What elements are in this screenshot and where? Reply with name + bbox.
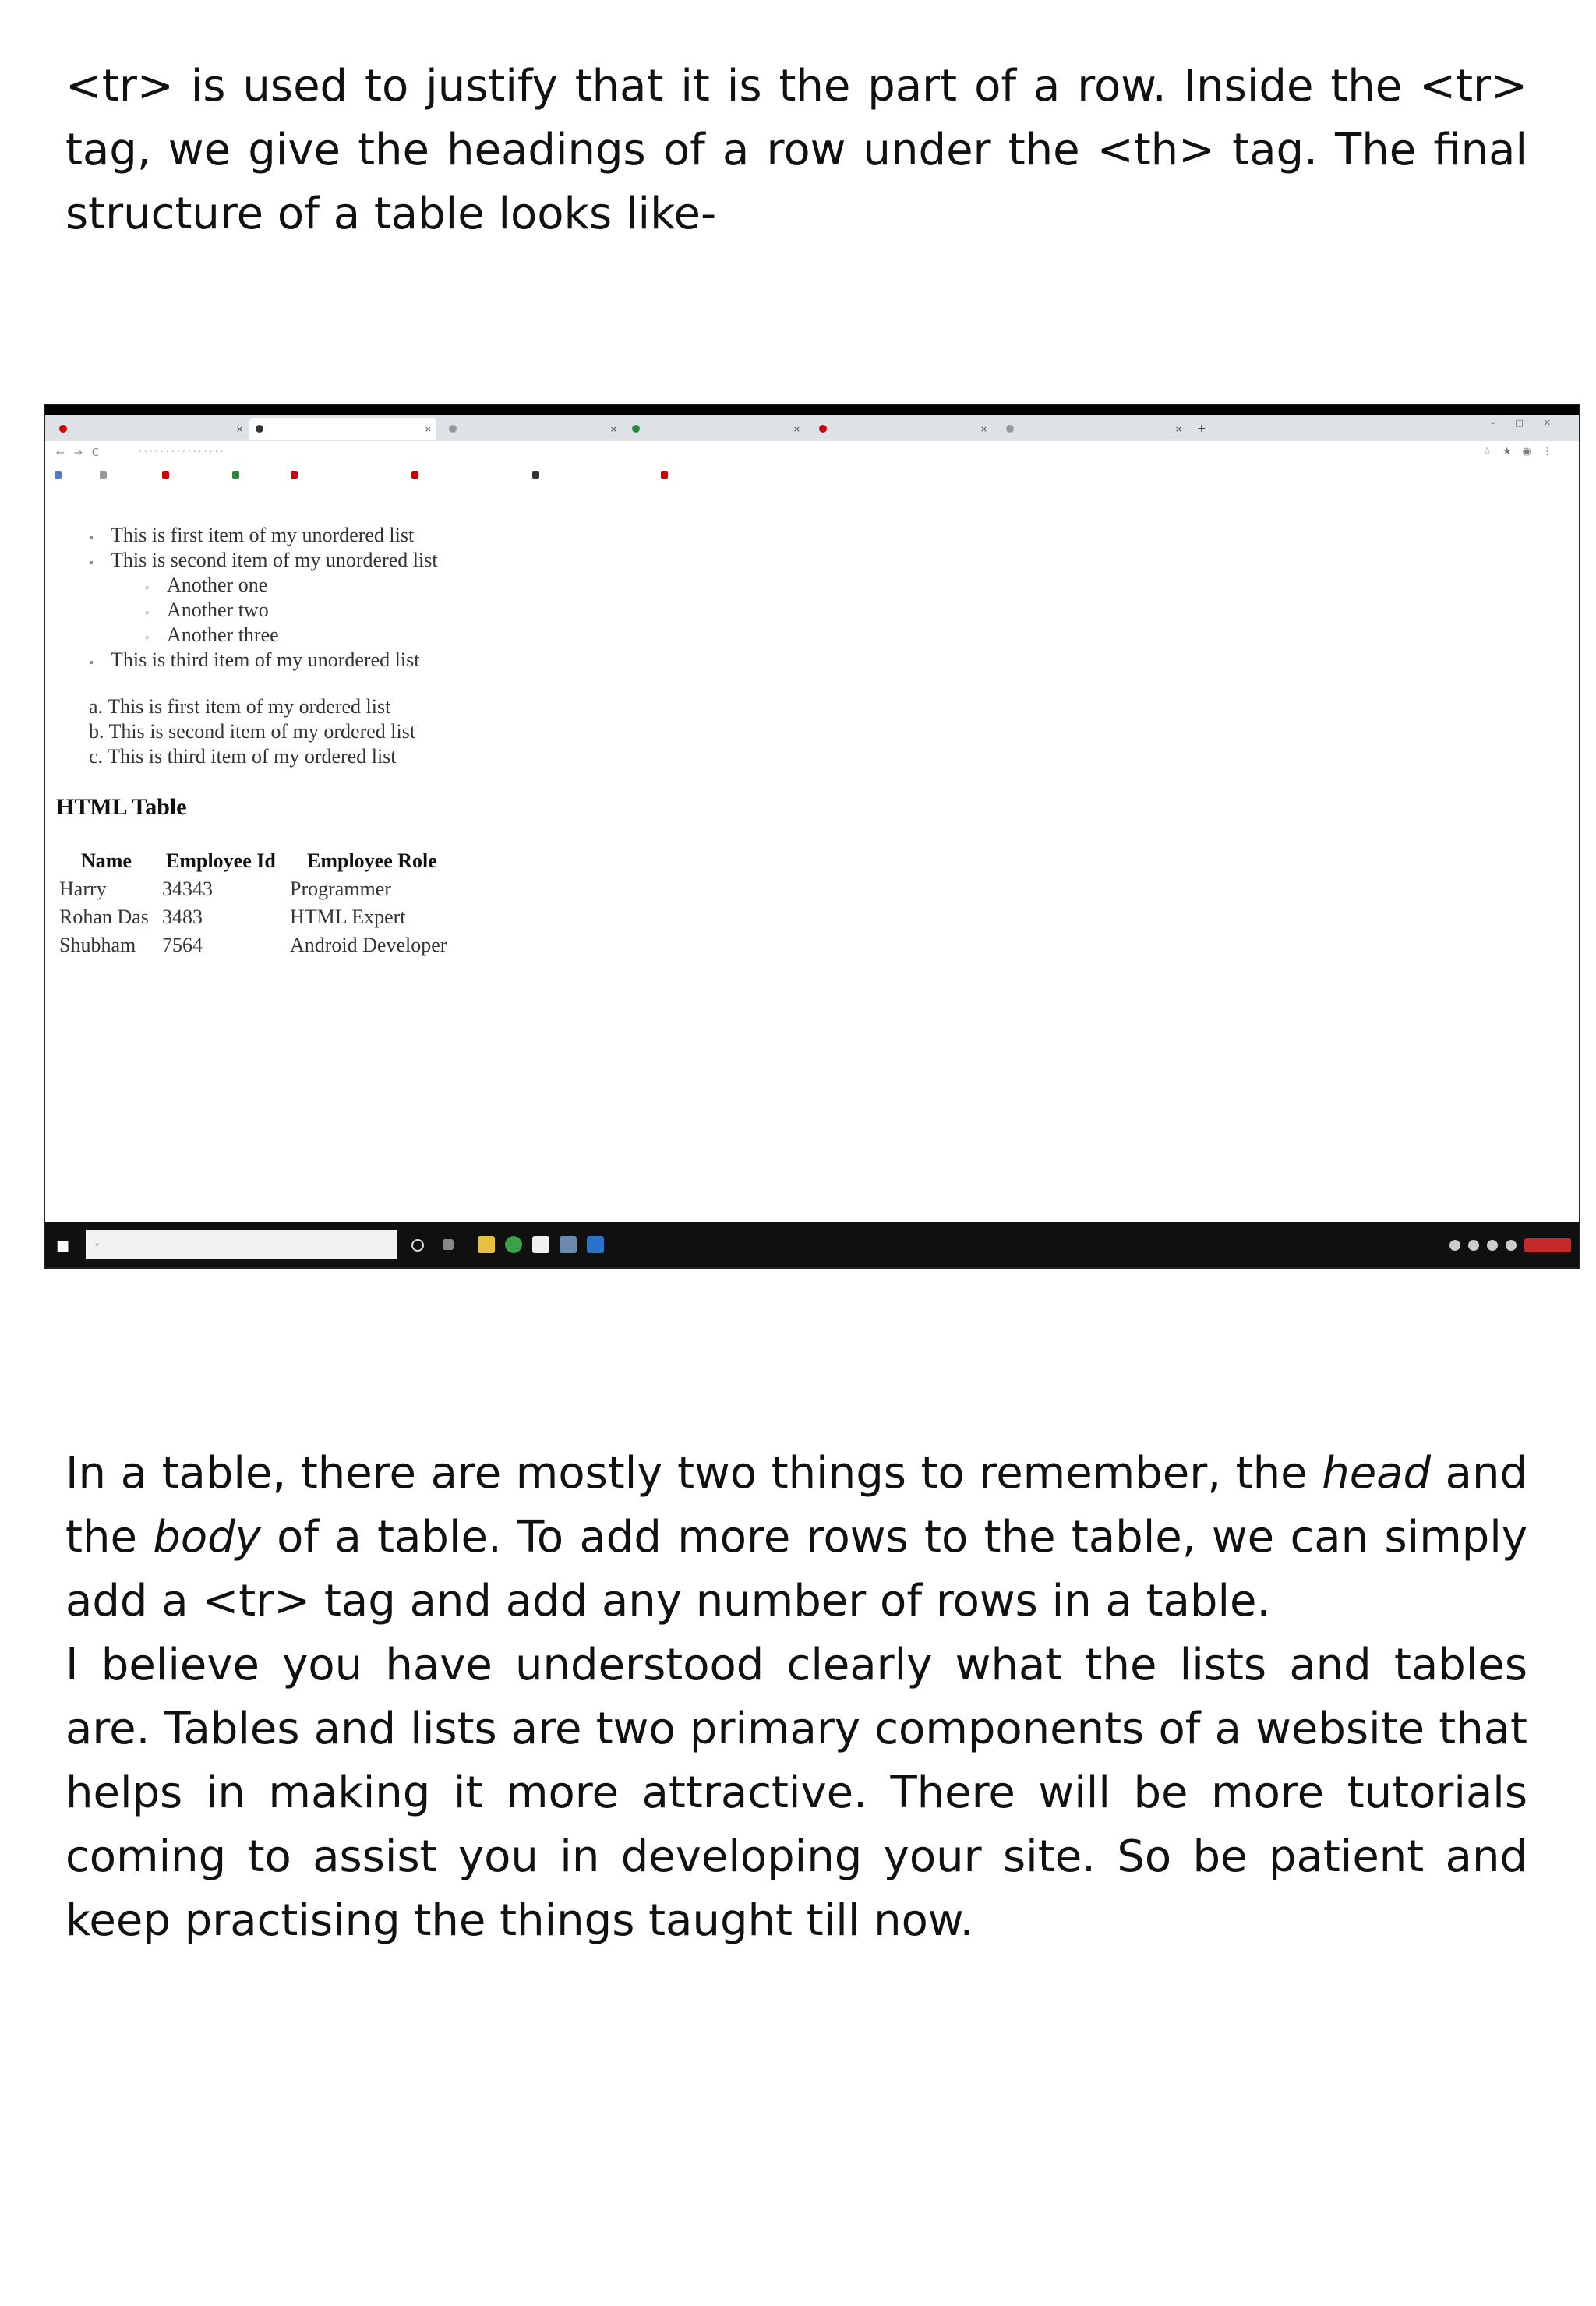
table-header-id: Employee Id: [166, 849, 276, 872]
table-header-name: Name: [81, 849, 132, 872]
head-emphasis: head: [1322, 1448, 1432, 1499]
notes-icon: [532, 1236, 549, 1253]
table-cell: 7564: [162, 934, 203, 956]
list-item: ▪ This is third item of my unordered list: [89, 648, 420, 671]
youtube-icon: [59, 425, 67, 433]
window-controls: –□✕: [1490, 418, 1571, 428]
windows-icon: ■: [56, 1238, 70, 1254]
apps-icon: [55, 471, 62, 479]
table-cell: Rohan Das: [59, 906, 149, 928]
bookmark-icon: [661, 471, 668, 479]
intro-text: <tr> is used to justify that it is the part of a row. Inside the <tr> tag, we give the headings of a row under the <th> tag. The final structure of a table looks like-: [65, 61, 1527, 239]
close-icon: ×: [1174, 423, 1182, 434]
app-icon: [560, 1236, 577, 1253]
browser-tab: [53, 418, 248, 440]
globe-icon: [256, 425, 263, 433]
taskbar-search: ⌕: [86, 1230, 397, 1259]
close-icon: ×: [609, 423, 617, 434]
youtube-icon: [162, 471, 169, 479]
browser-tab: [626, 418, 805, 440]
table-cell: Shubham: [59, 934, 136, 956]
cortana-icon: [411, 1239, 424, 1252]
conclusion-paragraph: I believe you have understood clearly what the lists and tables are. Tables and lists are two primary components of a website that helps in making it more attractive. There will be more tutorials coming to assist you in developing your site. So be patient and keep practising the things taught till now.: [65, 1640, 1527, 1946]
intro-paragraph: [65, 55, 1527, 246]
table-heading: HTML Table: [56, 794, 187, 820]
tray-icon: [1449, 1240, 1460, 1251]
close-icon: ×: [235, 423, 243, 434]
browser-tab-active: [249, 418, 436, 440]
list-item: ▪ This is second item of my unordered list: [89, 549, 438, 571]
bookmark-icon: [532, 471, 539, 479]
list-item: ▪ This is first item of my unordered list: [89, 524, 415, 546]
browser-tab: [443, 418, 622, 440]
tray-icon: [1487, 1240, 1498, 1251]
nested-list-item: ◦ Another three: [145, 623, 279, 646]
ordered-list-item: c. This is third item of my ordered list: [89, 745, 397, 768]
close-icon: ×: [424, 423, 432, 434]
table-cell: Android Developer: [290, 934, 447, 956]
vscode-icon: [587, 1236, 604, 1253]
screen-top-border: [45, 405, 1579, 415]
table-cell: HTML Expert: [290, 906, 406, 928]
page-content: [45, 486, 1579, 1203]
tray-icon: [1468, 1240, 1479, 1251]
taskbar: [45, 1222, 1579, 1267]
maps-icon: [232, 471, 239, 479]
task-view-icon: [443, 1239, 454, 1250]
google-icon: [1006, 425, 1014, 433]
table-cell: 3483: [162, 906, 203, 928]
browser-tab-bar: [45, 415, 1579, 441]
folder-icon: [478, 1236, 495, 1253]
bookmark-icon: [411, 471, 418, 479]
nested-list-item: ◦ Another one: [145, 574, 268, 596]
body-emphasis: body: [153, 1512, 261, 1563]
table-cell: Programmer: [290, 878, 391, 900]
address-bar: [45, 441, 1579, 467]
youtube-icon: [819, 425, 827, 433]
bookmark-icon: [291, 471, 298, 479]
star-icon: ☆★◉⋮: [1482, 446, 1563, 457]
close-icon: ×: [793, 423, 800, 434]
ordered-list-item: a. This is first item of my ordered list: [89, 695, 391, 718]
nested-list-item: ◦ Another two: [145, 599, 269, 621]
nav-buttons: ←→C: [56, 447, 108, 459]
ordered-list-item: b. This is second item of my ordered list: [89, 720, 416, 743]
tray-icon: [1506, 1240, 1517, 1251]
browser-tab: [813, 418, 992, 440]
sheet-icon: [632, 425, 640, 433]
table-cell: Harry: [59, 878, 107, 900]
notification-badge: [1524, 1238, 1571, 1252]
system-tray: [1322, 1236, 1571, 1255]
table-cell: 34343: [162, 878, 213, 900]
url-field: · · · · · · · · · · · · · · · ·: [139, 447, 224, 457]
close-icon: ×: [980, 423, 987, 434]
chrome-icon: [505, 1236, 522, 1253]
closing-paragraphs: [65, 1442, 1527, 1953]
browser-tab: [1000, 418, 1187, 440]
body-paragraph: In a table, there are mostly two things to remember, the head and the body of a table. To add more rows to the table, we can simply add a <tr> tag and add any number of rows in a table.: [65, 1448, 1528, 1626]
new-tab-icon: +: [1197, 422, 1206, 435]
google-icon: [449, 425, 457, 433]
browser-screenshot: [44, 404, 1580, 1269]
bookmarks-bar: [45, 466, 1579, 486]
table-header-role: Employee Role: [307, 849, 437, 872]
gmail-icon: [100, 471, 107, 479]
